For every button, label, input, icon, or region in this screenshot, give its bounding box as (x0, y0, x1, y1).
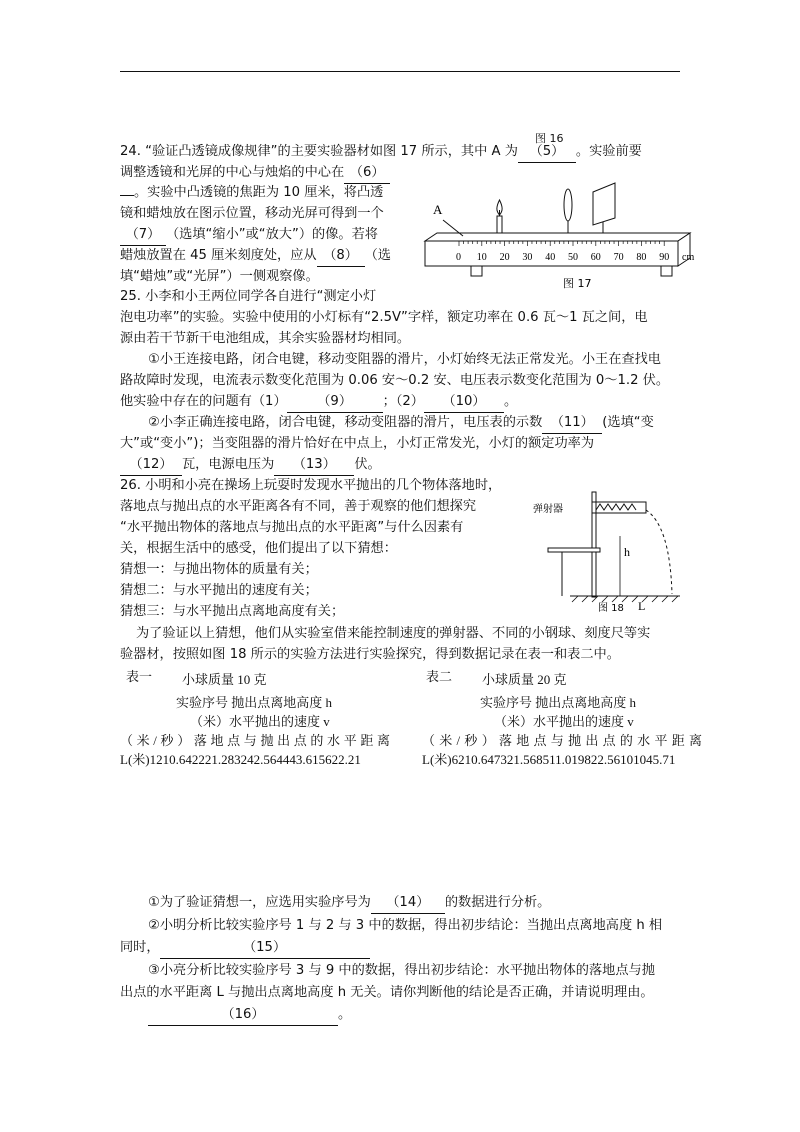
q26-sub1 (148, 893, 550, 914)
q26-line2 (120, 497, 476, 517)
blank-6-cont (120, 195, 134, 196)
q25-text: 他实验中存在的问题有（1） (120, 394, 287, 409)
q26-guess3 (120, 602, 344, 622)
q24-text: 。实验前要 (575, 144, 642, 159)
q24-line2 (120, 163, 390, 184)
ruler-tick-label: 20 (499, 252, 510, 263)
q25-text: ②小李正确连接电路，闭合电键，移动变阻器的滑片，电压表的示数 (148, 415, 543, 430)
fig18-label: 图 18 (598, 603, 624, 614)
q25-line5 (120, 371, 669, 391)
q24-text: （选 (364, 248, 391, 263)
q25-text: 源由若干节新干电池组成，其余实验器材均相同。 (120, 331, 411, 346)
fig16-label: 图 16 (535, 132, 564, 145)
q26-sub2b (120, 938, 370, 959)
q24-line5 (120, 225, 378, 246)
blank-12: （12） (120, 455, 182, 476)
q26-text: 为了验证以上猜想，他们从实验室借来能控制速度的弹射器、不同的小钢球、刻度尺等实 (136, 626, 651, 641)
q25-line1 (120, 287, 376, 307)
q26-sub3b (120, 983, 654, 1003)
q26-line9 (120, 645, 620, 665)
q25-line3 (120, 329, 410, 349)
table1-mass: 小球质量 10 克 (182, 672, 267, 687)
table2-row2: （米）水平抛出的速度 v (494, 714, 634, 729)
q25-line2 (120, 308, 648, 328)
blank-14: （14） (371, 893, 445, 914)
q24-text: 调整透镜和光屏的中心与烛焰的中心在 (120, 165, 345, 180)
blank-5: （5） (518, 142, 576, 163)
q26-text: 验器材，按照如图 18 所示的实验方法进行实验探究，得到数据记录在表一和表二中。 (120, 647, 620, 662)
q26-text: 猜想二：与水平抛出的速度有关； (120, 583, 318, 598)
trajectory-curve (646, 510, 672, 594)
lens-icon (564, 189, 572, 221)
launcher-label: 弹射器 (533, 504, 563, 515)
table2-mass: 小球质量 20 克 (482, 672, 567, 687)
ruler-tick-label: 70 (613, 252, 624, 263)
ruler-tick-label: 50 (568, 252, 578, 263)
q25-text: ①小王连接电路，闭合电键，移动变阻器的滑片，小灯始终无法正常发光。小王在查找电 (148, 352, 661, 367)
blank-7: （7） (120, 225, 166, 246)
l-label: L (638, 599, 646, 613)
q26-text: 关，根据生活中的感受，他们提出了以下猜想： (120, 541, 397, 556)
ruler-tick-label: 30 (522, 252, 533, 263)
q25-line9 (120, 455, 381, 476)
ruler-tick-label: 60 (590, 252, 601, 263)
q26b-text: ③小亮分析比较实验序号 3 与 9 中的数据，得出初步结论：水平抛出物体的落地点与抛 (148, 963, 655, 978)
table1-title: 表一 (126, 669, 153, 684)
q26-text: 猜想一：与抛出物体的质量有关； (120, 562, 318, 577)
q24-line4 (120, 204, 384, 224)
blank-8: （8） (317, 246, 365, 267)
q25-text: 泡电功率”的实验。实验中使用的小灯标有“2.5V”字样，额定功率在 0.6 瓦～1 瓦之间，电 (120, 310, 648, 325)
q26b-text: 同时， (120, 940, 160, 955)
spring-icon (596, 504, 636, 510)
q25-text: 25. 小李和小王两位同学各自进行“测定小灯 (120, 289, 377, 304)
q25-text: 大”或“变小”)；当变阻器的滑片恰好在中点上，小灯正常发光，小灯的额定功率为 (120, 436, 595, 451)
q24-text: 填“蜡烛”或“光屏”）一侧观察像。 (120, 269, 319, 284)
q26b-text: ①为了验证猜想一，应选用实验序号为 (148, 895, 371, 910)
ruler-tick-label: 10 (476, 252, 487, 263)
q25-line7 (148, 413, 654, 434)
q25-text: 。 (504, 394, 518, 409)
fig17-optical-bench (425, 180, 695, 290)
q24-text: 蜡烛放置在 45 厘米刻度处，应从 (120, 248, 317, 263)
blank-15: （15） (160, 938, 370, 959)
fig17-label: 图 17 (563, 277, 592, 290)
q26b-text: 。 (338, 1007, 352, 1022)
blank-6: （6） (344, 163, 390, 184)
q25-text: 伏。 (354, 457, 381, 472)
q26b-text: ②小明分析比较实验序号 1 与 2 与 3 中的数据，得出初步结论：当抛出点离地高度 h 相 (148, 918, 663, 933)
table2-row1: 实验序号 抛出点离地高度 h (480, 695, 637, 710)
q26-line3 (120, 518, 463, 538)
blank-9: （9） (287, 392, 383, 413)
q25-line8 (120, 434, 594, 454)
ruler-tick-label: cm (682, 252, 695, 263)
q26-text: 落地点与抛出点的水平距离各有不同，善于观察的他们想探究 (120, 499, 477, 514)
table1-row1: 实验序号 抛出点离地高度 h (176, 695, 333, 710)
q25-text: 路故障时发现，电流表示数变化范围为 0.06 安～0.2 安、电压表示数变化范围为 0～1.2 伏。 (120, 373, 670, 388)
q25-text: ；（2） (382, 394, 424, 409)
q26-line4 (120, 539, 397, 559)
table2-title: 表二 (426, 669, 453, 684)
blank-16: （16） (148, 1005, 338, 1026)
q26-guess2 (120, 581, 318, 601)
table2-row4: L(米)6210.647321.568511.019822.56101045.71 (422, 752, 676, 767)
label-a: A (433, 202, 443, 217)
q25-text: 瓦，电源电压为 (182, 457, 275, 472)
q26b-text: 的数据进行分析。 (444, 895, 551, 910)
q26-sub3 (148, 961, 655, 981)
table2-row3: （米/秒）落地点与抛出点的水平距离 (422, 733, 702, 748)
q26-line1 (120, 476, 501, 496)
ruler-tick-label: 90 (659, 252, 670, 263)
q24-text: 。实验中凸透镜的焦距为 10 厘米，将凸透 (134, 185, 384, 200)
ruler-tick-label: 40 (545, 252, 556, 263)
q26b-text: 出点的水平距离 L 与抛出点离地高度 h 无关。请你判断他的结论是否正确，并请说明理由。 (120, 985, 654, 1000)
h-label: h (624, 545, 630, 559)
q26-line8 (136, 624, 650, 644)
q24-line1 (120, 142, 642, 163)
q26-guess1 (120, 560, 318, 580)
q26-text: “水平抛出物体的落地点与抛出点的水平距离”与什么因素有 (120, 520, 464, 535)
header-rule (120, 71, 680, 72)
q25-line4 (148, 350, 661, 370)
q24-line6 (120, 246, 391, 267)
q24-text: （选填“缩小”或“放大”）的像。若将 (166, 227, 378, 242)
screen-icon (593, 183, 615, 225)
q26-text: 26. 小明和小亮在操场上玩耍时发现水平抛出的几个物体落地时， (120, 478, 502, 493)
q24-text: 24. “验证凸透镜成像规律”的主要实验器材如图 17 所示，其中 A 为 (120, 144, 518, 159)
q25-text: (选填“变 (602, 415, 654, 430)
q25-line6 (120, 392, 517, 413)
blank-10: （10） (424, 392, 504, 413)
q26-text: 猜想三：与水平抛出点离地高度有关； (120, 604, 345, 619)
q26-sub4 (148, 1005, 351, 1026)
table1-row2: （米）水平抛出的速度 v (190, 714, 330, 729)
ruler-tick-label: 80 (636, 252, 647, 263)
q24-text: 镜和蜡烛放在图示位置，移动光屏可得到一个 (120, 206, 384, 221)
blank-11: （11） (542, 413, 602, 434)
ground-hatch (572, 596, 678, 602)
table1-row3: （米/秒）落地点与抛出点的水平距离 (120, 733, 390, 748)
ruler-tick-label: 0 (456, 252, 461, 263)
q26-sub2 (148, 916, 662, 936)
table1-row4: L(米)1210.642221.283242.564443.615622.21 (120, 752, 361, 767)
blank-13: （13） (274, 455, 354, 476)
fig18-launcher-diagram (530, 486, 690, 618)
q24-line3 (120, 183, 383, 203)
q24-line7 (120, 267, 319, 287)
